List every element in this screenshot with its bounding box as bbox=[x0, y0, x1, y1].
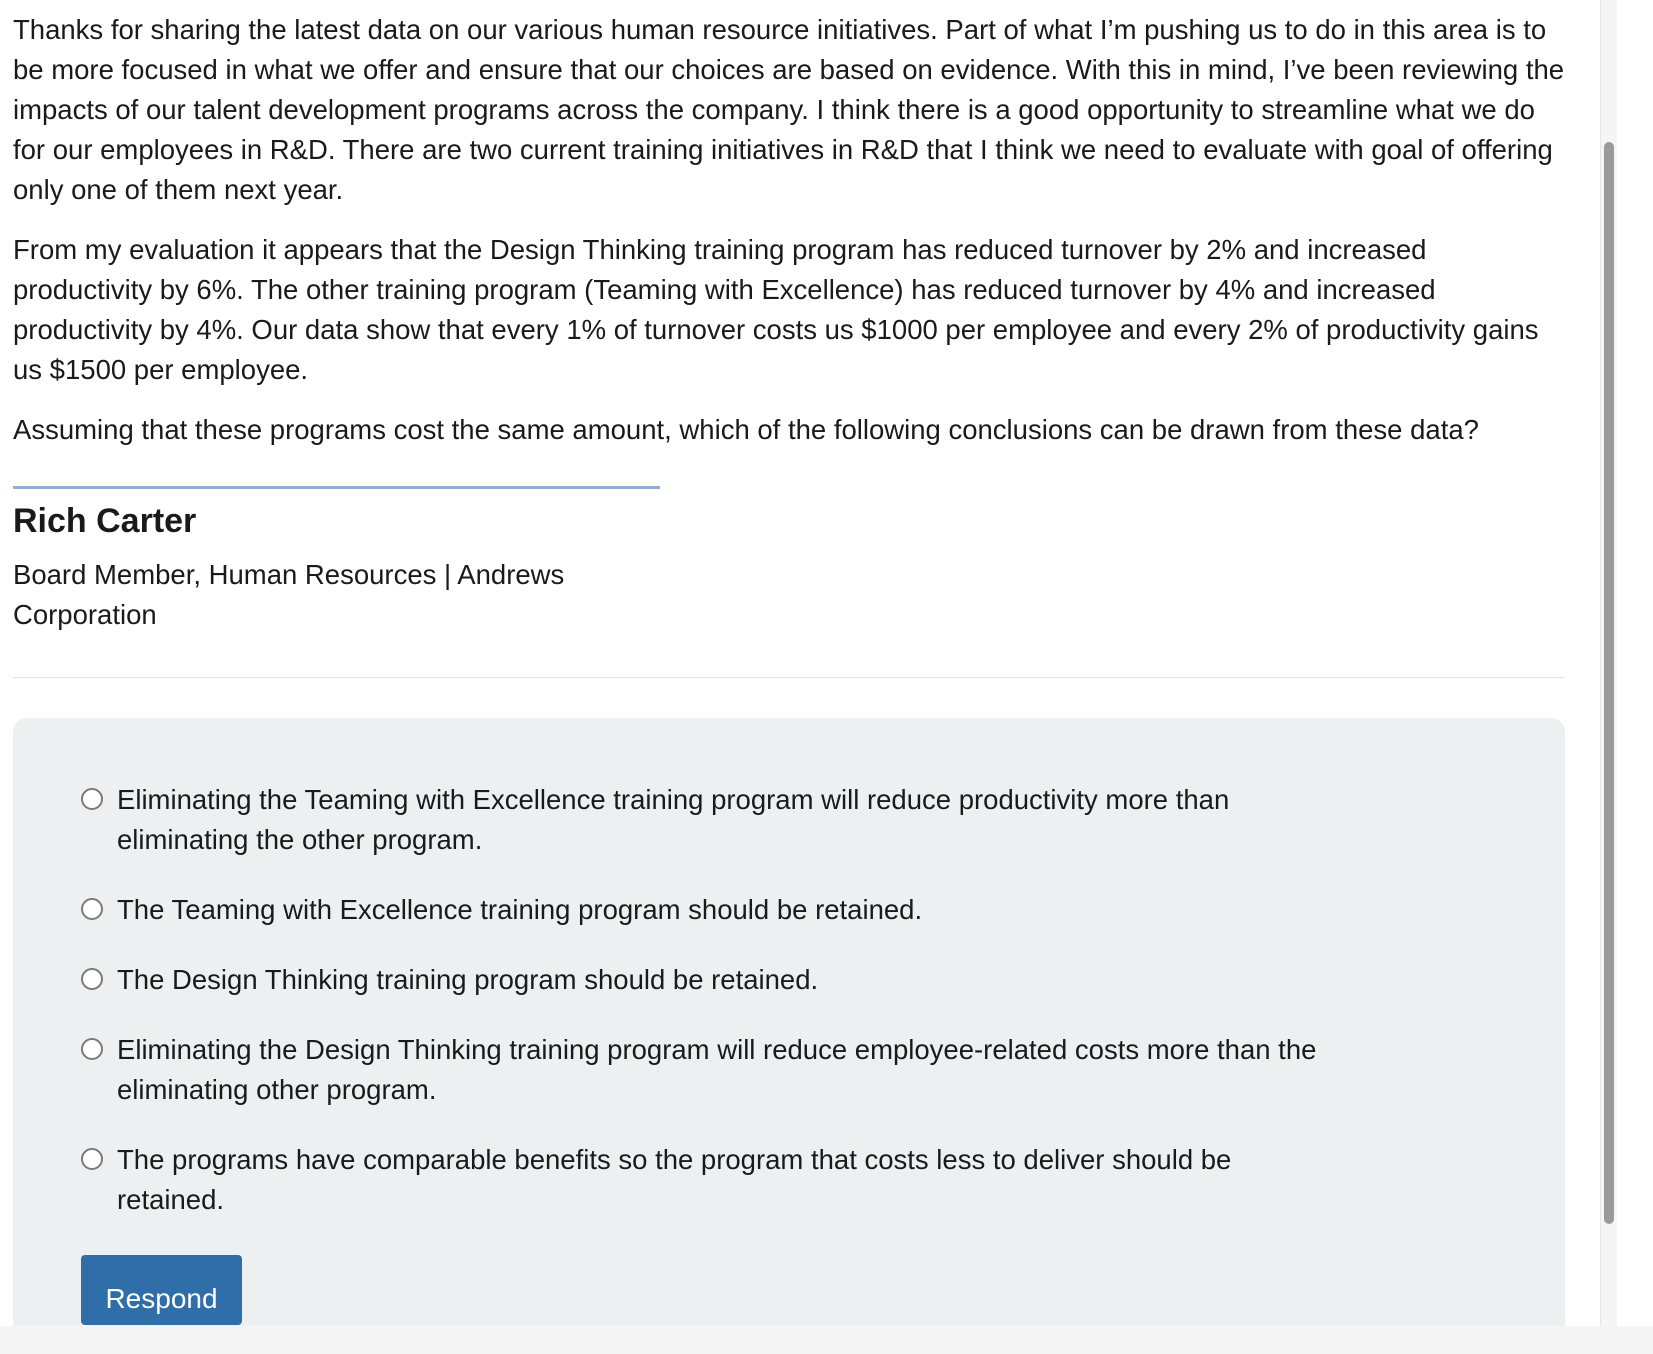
radio-button-option-3[interactable] bbox=[81, 968, 103, 990]
option-4-label: Eliminating the Design Thinking training program will reduce employee-related costs more than the eliminating other program. bbox=[117, 1034, 1317, 1105]
option-5-label: The programs have comparable benefits so the program that costs less to deliver should be retained. bbox=[117, 1144, 1232, 1215]
option-1[interactable] bbox=[81, 780, 1341, 860]
message-paragraph-3: Assuming that these programs cost the same amount, which of the following conclusions can be drawn from these data? bbox=[13, 414, 1479, 445]
option-2[interactable] bbox=[81, 890, 1341, 930]
option-3-label: The Design Thinking training program should be retained. bbox=[117, 964, 819, 995]
message-paragraph-2: From my evaluation it appears that the Design Thinking training program has reduced turnover by 2% and increased productivity by 6%. The other training program (Teaming with Excellence) has reduced turnover by 4% and increased productivity by 4%. Our data show that every 1% of turnover costs us $1000 per employee and every 2% of productivity gains us $1500 per employee. bbox=[13, 234, 1539, 385]
bottom-edge bbox=[0, 1326, 1653, 1354]
message-content bbox=[13, 10, 1565, 1326]
section-divider bbox=[13, 677, 1565, 678]
option-3[interactable] bbox=[81, 960, 1341, 1000]
option-5[interactable] bbox=[81, 1140, 1341, 1220]
respond-button[interactable]: Respond bbox=[81, 1255, 242, 1325]
radio-button-option-5[interactable] bbox=[81, 1148, 103, 1170]
option-1-label: Eliminating the Teaming with Excellence training program will reduce productivity more than eliminating the other program. bbox=[117, 784, 1230, 855]
option-2-label: The Teaming with Excellence training program should be retained. bbox=[117, 894, 923, 925]
signature-name: Rich Carter bbox=[13, 502, 197, 540]
radio-button-option-1[interactable] bbox=[81, 788, 103, 810]
scrollbar-thumb[interactable] bbox=[1604, 142, 1614, 1224]
radio-button-option-4[interactable] bbox=[81, 1038, 103, 1060]
vertical-scrollbar[interactable] bbox=[1600, 0, 1617, 1326]
option-4[interactable] bbox=[81, 1030, 1341, 1110]
message-paragraph-1: Thanks for sharing the latest data on our various human resource initiatives. Part of what I’m pushing us to do in this area is to be more focused in what we offer and ensure that our choices are based on evidence. With this in mind, I’ve been reviewing the impacts of our talent development programs across the company. I think there is a good opportunity to streamline what we do for our employees in R&D. There are two current training initiatives in R&D that I think we need to evaluate with goal of offering only one of them next year. bbox=[13, 14, 1565, 205]
answer-panel bbox=[13, 718, 1565, 1326]
signature-title: Board Member, Human Resources | Andrews Corporation bbox=[13, 559, 565, 630]
signature-rule bbox=[13, 486, 660, 489]
radio-button-option-2[interactable] bbox=[81, 898, 103, 920]
